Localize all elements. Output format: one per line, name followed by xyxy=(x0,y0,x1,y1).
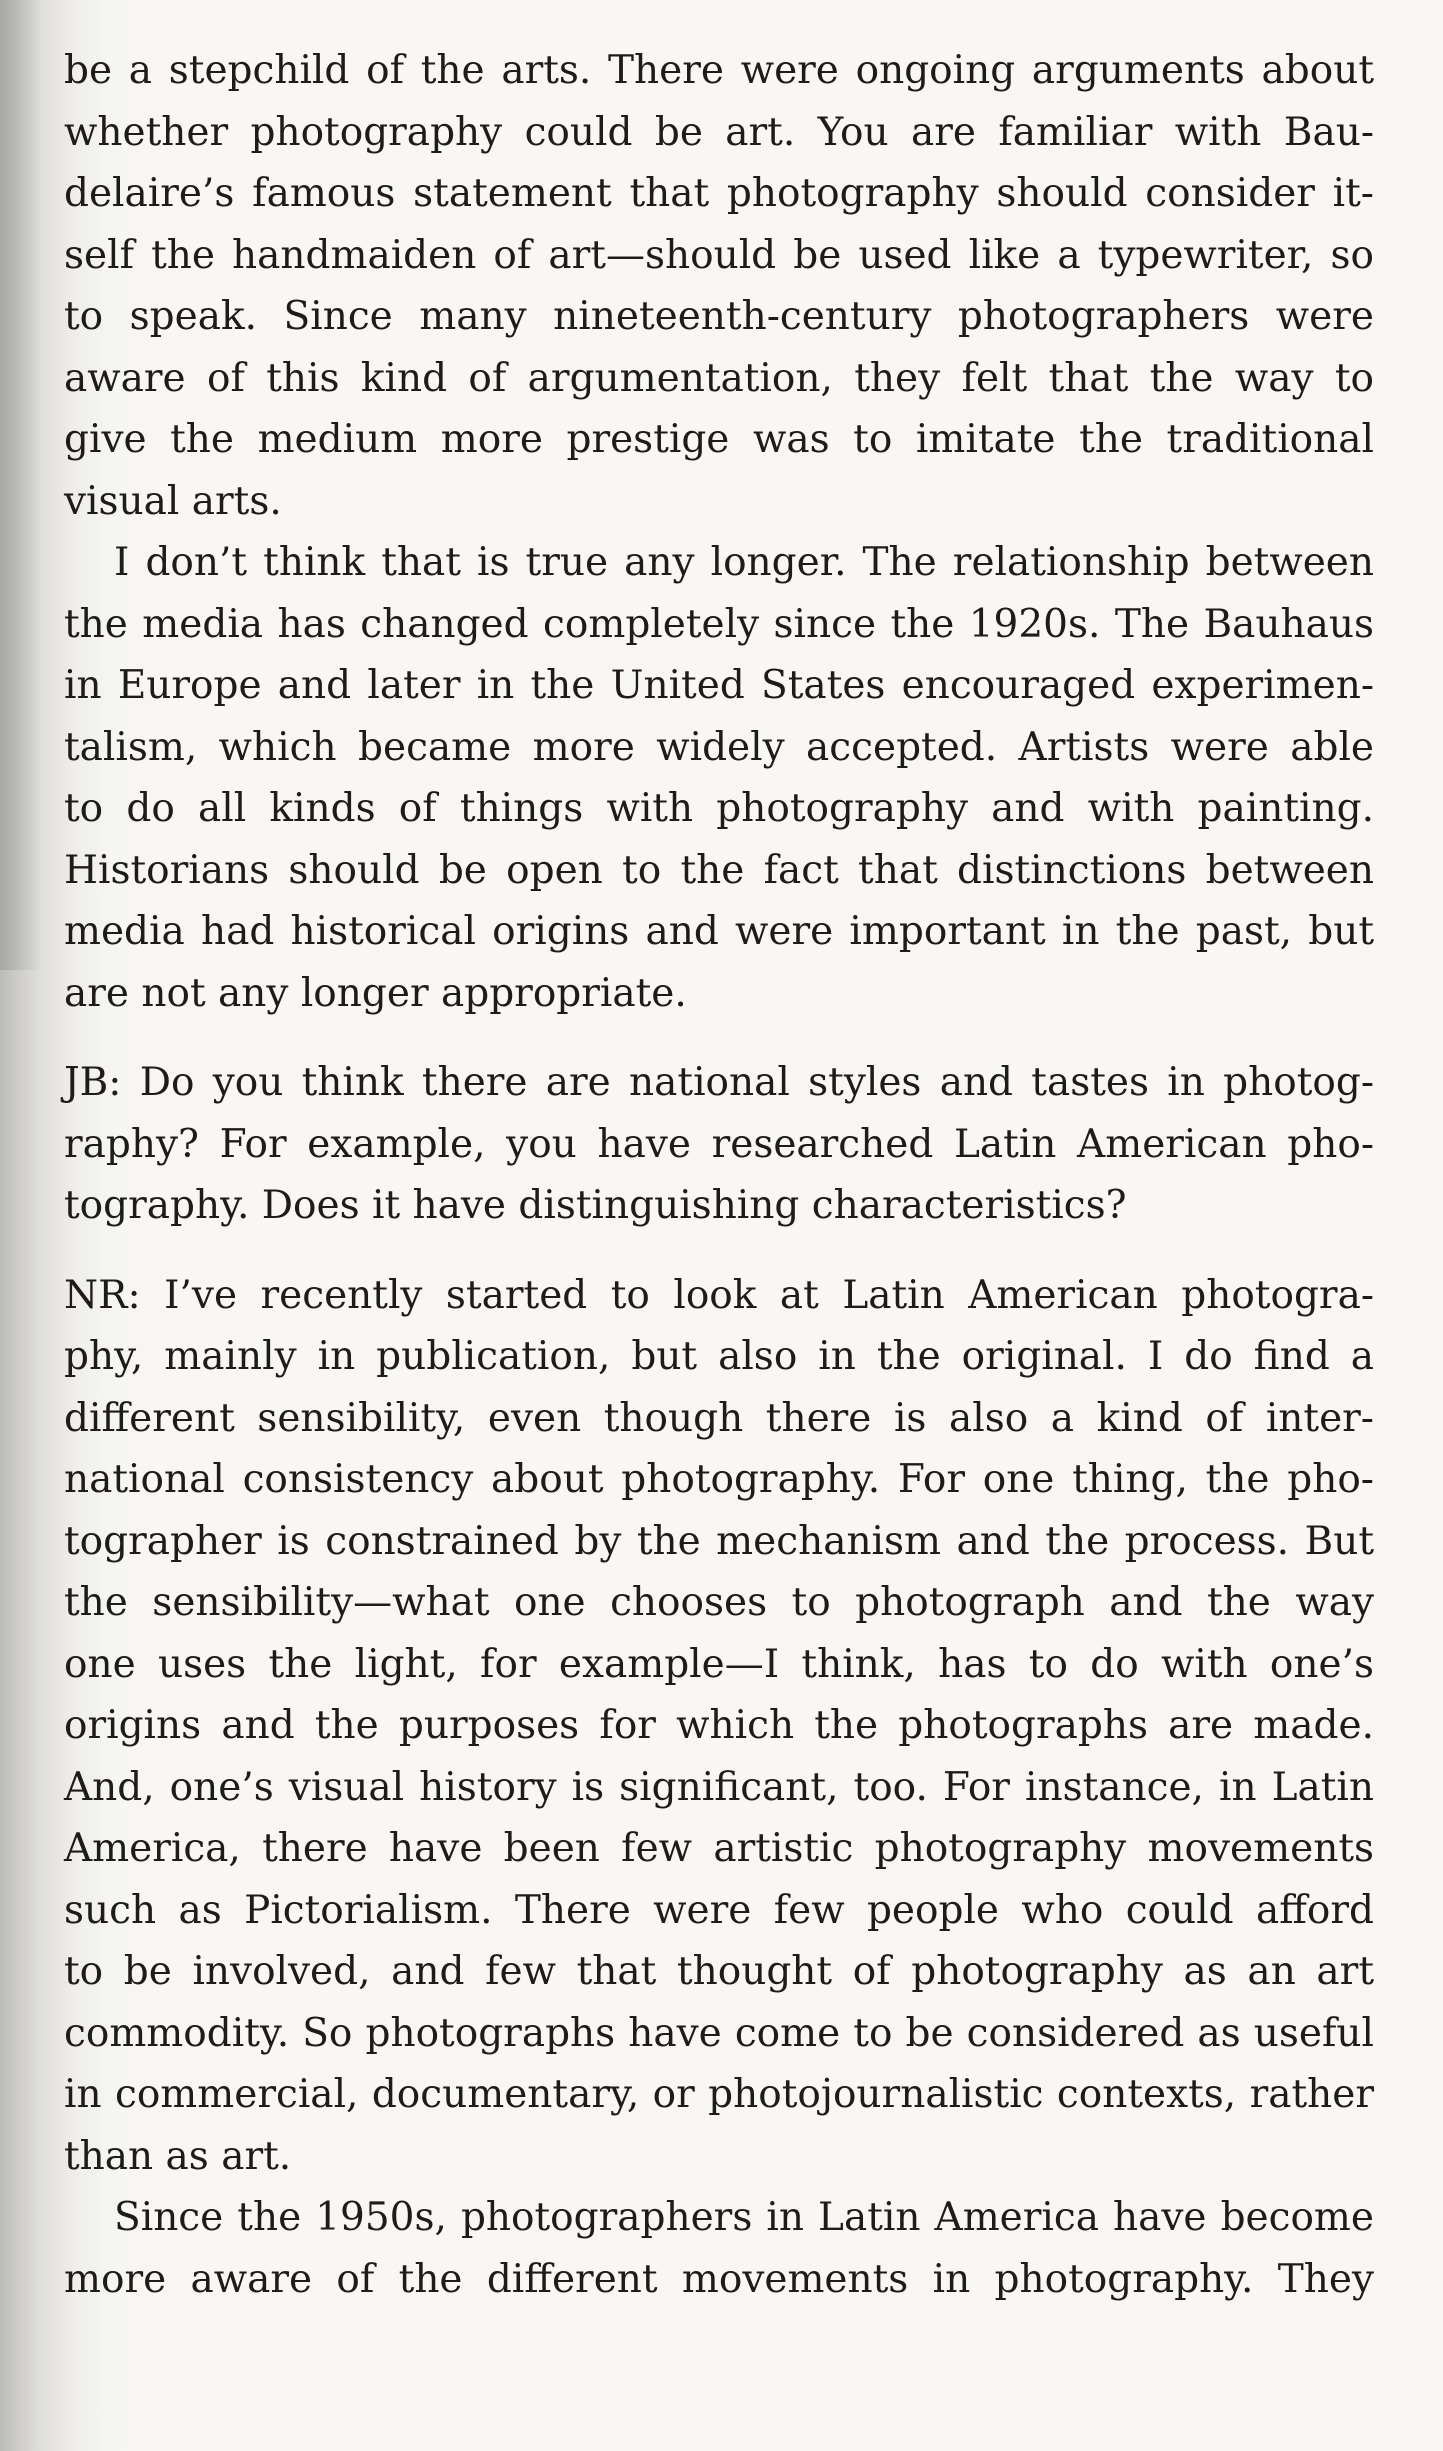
text-line: give the medium more prestige was to imitate the traditional xyxy=(64,417,1374,462)
text-line: commodity. So photographs have come to be considered as useful xyxy=(64,2010,1374,2056)
text-line: the media has changed completely since the 1920s. The Bauhaus xyxy=(64,601,1374,647)
text-line: And, one’s visual history is significant, too. For instance, in Latin xyxy=(64,1764,1374,1810)
text-line: I don’t think that is true any longer. The relationship between xyxy=(114,540,1374,585)
text-line: such as Pictorialism. There were few people who could afford xyxy=(64,1887,1374,1933)
text-line: JB: Do you think there are national styles and tastes in photog- xyxy=(64,1060,1374,1105)
text-line: to be involved, and few that thought of photography as an art xyxy=(64,1949,1374,1994)
text-line: are not any longer appropriate. xyxy=(64,970,687,1016)
text-line: phy, mainly in publication, but also in the original. I do find a xyxy=(64,1334,1374,1379)
text-line: Historians should be open to the fact that distinctions between xyxy=(64,847,1374,893)
text-line: in Europe and later in the United States encouraged experimen- xyxy=(64,663,1374,708)
text-line: tography. Does it have distinguishing characteristics? xyxy=(64,1183,1127,1228)
text-line: to speak. Since many nineteenth-century photographers were xyxy=(64,294,1374,339)
text-line: tographer is constrained by the mechanism and the process. But xyxy=(64,1518,1374,1564)
scan-shadow xyxy=(0,0,40,970)
text-line: the sensibility—what one chooses to photograph and the way xyxy=(64,1580,1374,1625)
text-line: raphy? For example, you have researched Latin American pho- xyxy=(64,1121,1374,1167)
text-line: Since the 1950s, photographers in Latin America have become xyxy=(114,2195,1374,2240)
paragraph xyxy=(64,1052,1374,1237)
text-line: origins and the purposes for which the photographs are made. xyxy=(64,1703,1374,1748)
text-line: in commercial, documentary, or photojournalistic contexts, rather xyxy=(64,2072,1374,2117)
text-line: aware of this kind of argumentation, they felt that the way to xyxy=(64,355,1374,401)
paragraph xyxy=(64,2187,1374,2310)
text-line: delaire’s famous statement that photography should consider it- xyxy=(64,171,1374,216)
text-line: media had historical origins and were important in the past, but xyxy=(64,909,1374,954)
text-line: visual arts. xyxy=(64,478,282,524)
text-line: self the handmaiden of art—should be used like a typewriter, so xyxy=(64,232,1374,278)
text-line: national consistency about photography. For one thing, the pho- xyxy=(64,1457,1374,1502)
paragraph xyxy=(64,532,1374,1024)
text-line: more aware of the different movements in photography. They xyxy=(64,2256,1374,2302)
paragraph xyxy=(64,40,1374,532)
paragraph xyxy=(64,1265,1374,2188)
text-line: one uses the light, for example—I think, has to do with one’s xyxy=(64,1641,1374,1687)
text-line: to do all kinds of things with photography and with painting. xyxy=(64,786,1374,831)
body-text xyxy=(64,40,1374,2310)
text-line: whether photography could be art. You are familiar with Bau- xyxy=(64,109,1374,155)
text-line: different sensibility, even though there is also a kind of inter- xyxy=(64,1395,1374,1441)
paragraph-spacer xyxy=(64,1024,1374,1052)
text-line: be a stepchild of the arts. There were ongoing arguments about xyxy=(64,48,1374,93)
text-line: America, there have been few artistic photography movements xyxy=(64,1826,1374,1871)
text-line: than as art. xyxy=(64,2133,292,2179)
paragraph-spacer xyxy=(64,1237,1374,1265)
text-line: talism, which became more widely accepted. Artists were able xyxy=(64,724,1374,770)
text-line: NR: I’ve recently started to look at Latin American photogra- xyxy=(64,1272,1374,1318)
